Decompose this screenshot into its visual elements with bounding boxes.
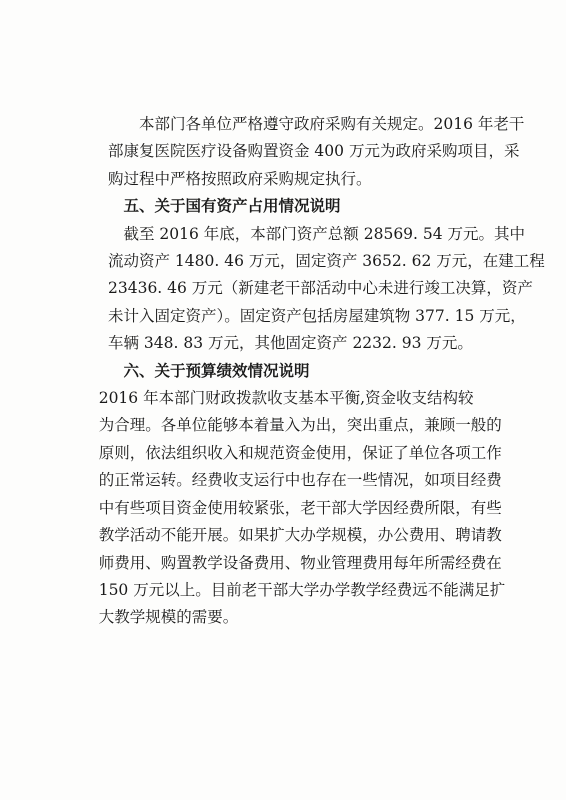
section-heading-performance: 六、关于预算绩效情况说明: [123, 361, 310, 380]
text-line: 的正常运转。经费收支运行中也存在一些情况，如项目经费: [98, 471, 502, 490]
text-line: 未计入固定资产）。固定资产包括房屋建筑物 377. 15 万元，: [108, 306, 526, 325]
text-line: 原则，依法组织收入和规范资金使用，保证了单位各项工作: [98, 443, 502, 462]
text-line: 本部门各单位严格遵守政府采购有关规定。2016 年老干: [139, 115, 525, 133]
text-line: 购过程中严格按照政府采购规定执行。: [108, 169, 372, 188]
document-body: [98, 111, 545, 632]
text-line: 150 万元以上。目前老干部大学办学教学经费远不能满足扩: [98, 580, 506, 599]
text-line: 流动资产 1480. 46 万元，固定资产 3652. 62 万元，在建工程: [108, 252, 545, 271]
text-line: 大教学规模的需要。: [98, 608, 239, 627]
text-line: 教学活动不能开展。如果扩大办学规模，办公费用、聘请教: [98, 526, 502, 545]
text-line: 中有些项目资金使用较紧张，老干部大学因经费所限，有些: [98, 498, 502, 517]
text-line: 2016 年本部门财政拨款收支基本平衡,资金收支结构较: [98, 389, 474, 408]
performance-paragraph: [98, 385, 506, 632]
text-line: 师费用、购置教学设备费用、物业管理费用每年所需经费在: [98, 553, 502, 572]
text-line: 截至 2016 年底，本部门资产总额 28569. 54 万元。其中: [123, 224, 526, 243]
assets-paragraph: [108, 221, 545, 358]
text-line: 车辆 348. 83 万元，其他固定资产 2232. 93 万元。: [108, 334, 473, 353]
section-heading-assets: 五、关于国有资产占用情况说明: [123, 197, 341, 216]
text-line: 部康复医院医疗设备购置资金 400 万元为政府采购项目，采: [108, 142, 520, 161]
procurement-paragraph: [108, 111, 525, 193]
text-line: 23436. 46 万元（新建老干部活动中心未进行竣工决算，资产: [108, 279, 533, 298]
text-line: 为合理。各单位能够本着量入为出，突出重点，兼顾一般的: [98, 416, 502, 435]
